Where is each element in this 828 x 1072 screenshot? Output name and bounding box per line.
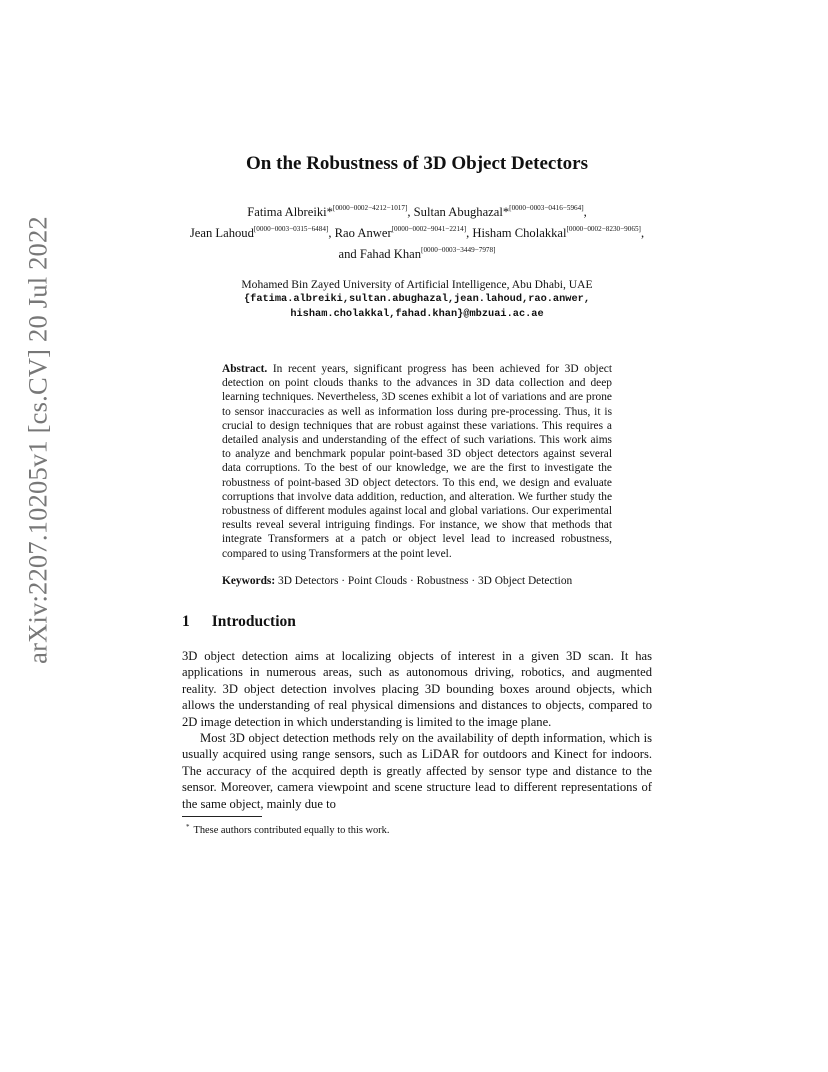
abstract [222, 362, 612, 561]
keywords [222, 574, 612, 588]
footnote-mark: * [186, 823, 190, 832]
keywords-text: 3D Detectors · Point Clouds · Robustness · 3D Object Detection [278, 574, 573, 587]
author-name: Jean Lahoud [189, 226, 254, 240]
author-name: Fahad Khan [359, 247, 422, 261]
author-name: Fatima Albreiki* [247, 205, 333, 219]
arxiv-sidebar [20, 120, 56, 760]
author-emails [182, 292, 652, 322]
author-orcid: [0000−0003−3449−7978] [421, 246, 496, 254]
emails-line: hisham.cholakkal,fahad.khan}@mbzuai.ac.ae [290, 308, 544, 320]
author-orcid: [0000−0003−0416−5964] [509, 204, 584, 212]
body-paragraph: Most 3D object detection methods rely on the availability of depth information, which is usually acquired using range sensors, such as LiDAR for outdoors and Kinect for indoors. The accuracy of the acquired depth is greatly affected by sensor type and distance to the sensor. Moreover, camera viewpoint and scene structure lead to different representations of the same object, mainly due to [182, 731, 652, 811]
abstract-text: In recent years, significant progress has been achieved for 3D object detection on point clouds thanks to the advances in 3D data collection and deep learning techniques. Nevertheless, 3D scenes exhibit a lot of variations and are prone to sensor inaccuracies as well as information loss during pre-processing. Thus, it is crucial to design techniques that are robust against these variations. This requires a detailed analysis and understanding of the effect of such variations. This work aims to analyze and benchmark popular point-based 3D object detectors against several data corruptions. To the best of our knowledge, we are the first to investigate the robustness of point-based 3D object detectors. To this end, we design and evaluate corruptions that involve data addition, reduction, and alteration. We further study the robustness of different modules against local and global variations. Our experimental results reveal several intriguing findings. For instance, we show that methods that integrate Transformers at a patch or object level lead to increased robustness, compared to using Transformers at the point level. [222, 363, 612, 560]
affiliation: Mohamed Bin Zayed University of Artificial Intelligence, Abu Dhabi, UAE [241, 278, 593, 291]
author-orcid: [0000−0003−0315−6484] [253, 225, 329, 233]
section-heading [182, 612, 652, 632]
paper-title: On the Robustness of 3D Object Detectors [246, 153, 588, 174]
arxiv-identifier: arXiv:2207.10205v1 [cs.CV] 20 Jul 2022 [22, 216, 53, 664]
footnote-divider [182, 816, 262, 817]
author-name: Sultan Abughazal* [413, 205, 510, 219]
keywords-label: Keywords: [222, 574, 276, 587]
footnote-text: These authors contributed equally to this work. [193, 825, 390, 837]
author-name: Rao Anwer [334, 226, 392, 240]
section-number: 1 [182, 613, 190, 631]
paper-page [182, 150, 652, 838]
author-orcid: [0000−0002−9041−2214] [391, 225, 467, 233]
emails-line: {fatima.albreiki,sultan.abughazal,jean.lahoud,rao.anwer, [243, 293, 591, 305]
body-paragraph: 3D object detection aims at localizing objects of interest in a given 3D scan. It has applications in numerous areas, such as autonomous driving, robotics, and augmented reality. 3D object detection involves placing 3D bounding boxes around objects, which allows the understanding of real physical dimensions and distances to objects, compared to 2D image detection in which understanding is limited to the image plane. [182, 649, 652, 729]
author-name: Hisham Cholakkal [472, 226, 567, 240]
author-list: Fatima Albreiki*[0000−0002−4212−1017], Sultan Abughazal*[0000−0003−0416−5964], Jean Lahoud[0000−0003−0315−6484], Rao Anwer[0000−0002−9041−2214], Hisham Cholakkal[0000−0002−8230−9065], and Fahad Khan[0000−0003−3449−7978] [189, 204, 645, 261]
footnote [182, 820, 652, 838]
abstract-label: Abstract. [222, 363, 268, 375]
author-orcid: [0000−0002−8230−9065] [566, 225, 641, 233]
section-title: Introduction [211, 613, 296, 631]
author-orcid: [0000−0002−4212−1017] [332, 204, 408, 212]
